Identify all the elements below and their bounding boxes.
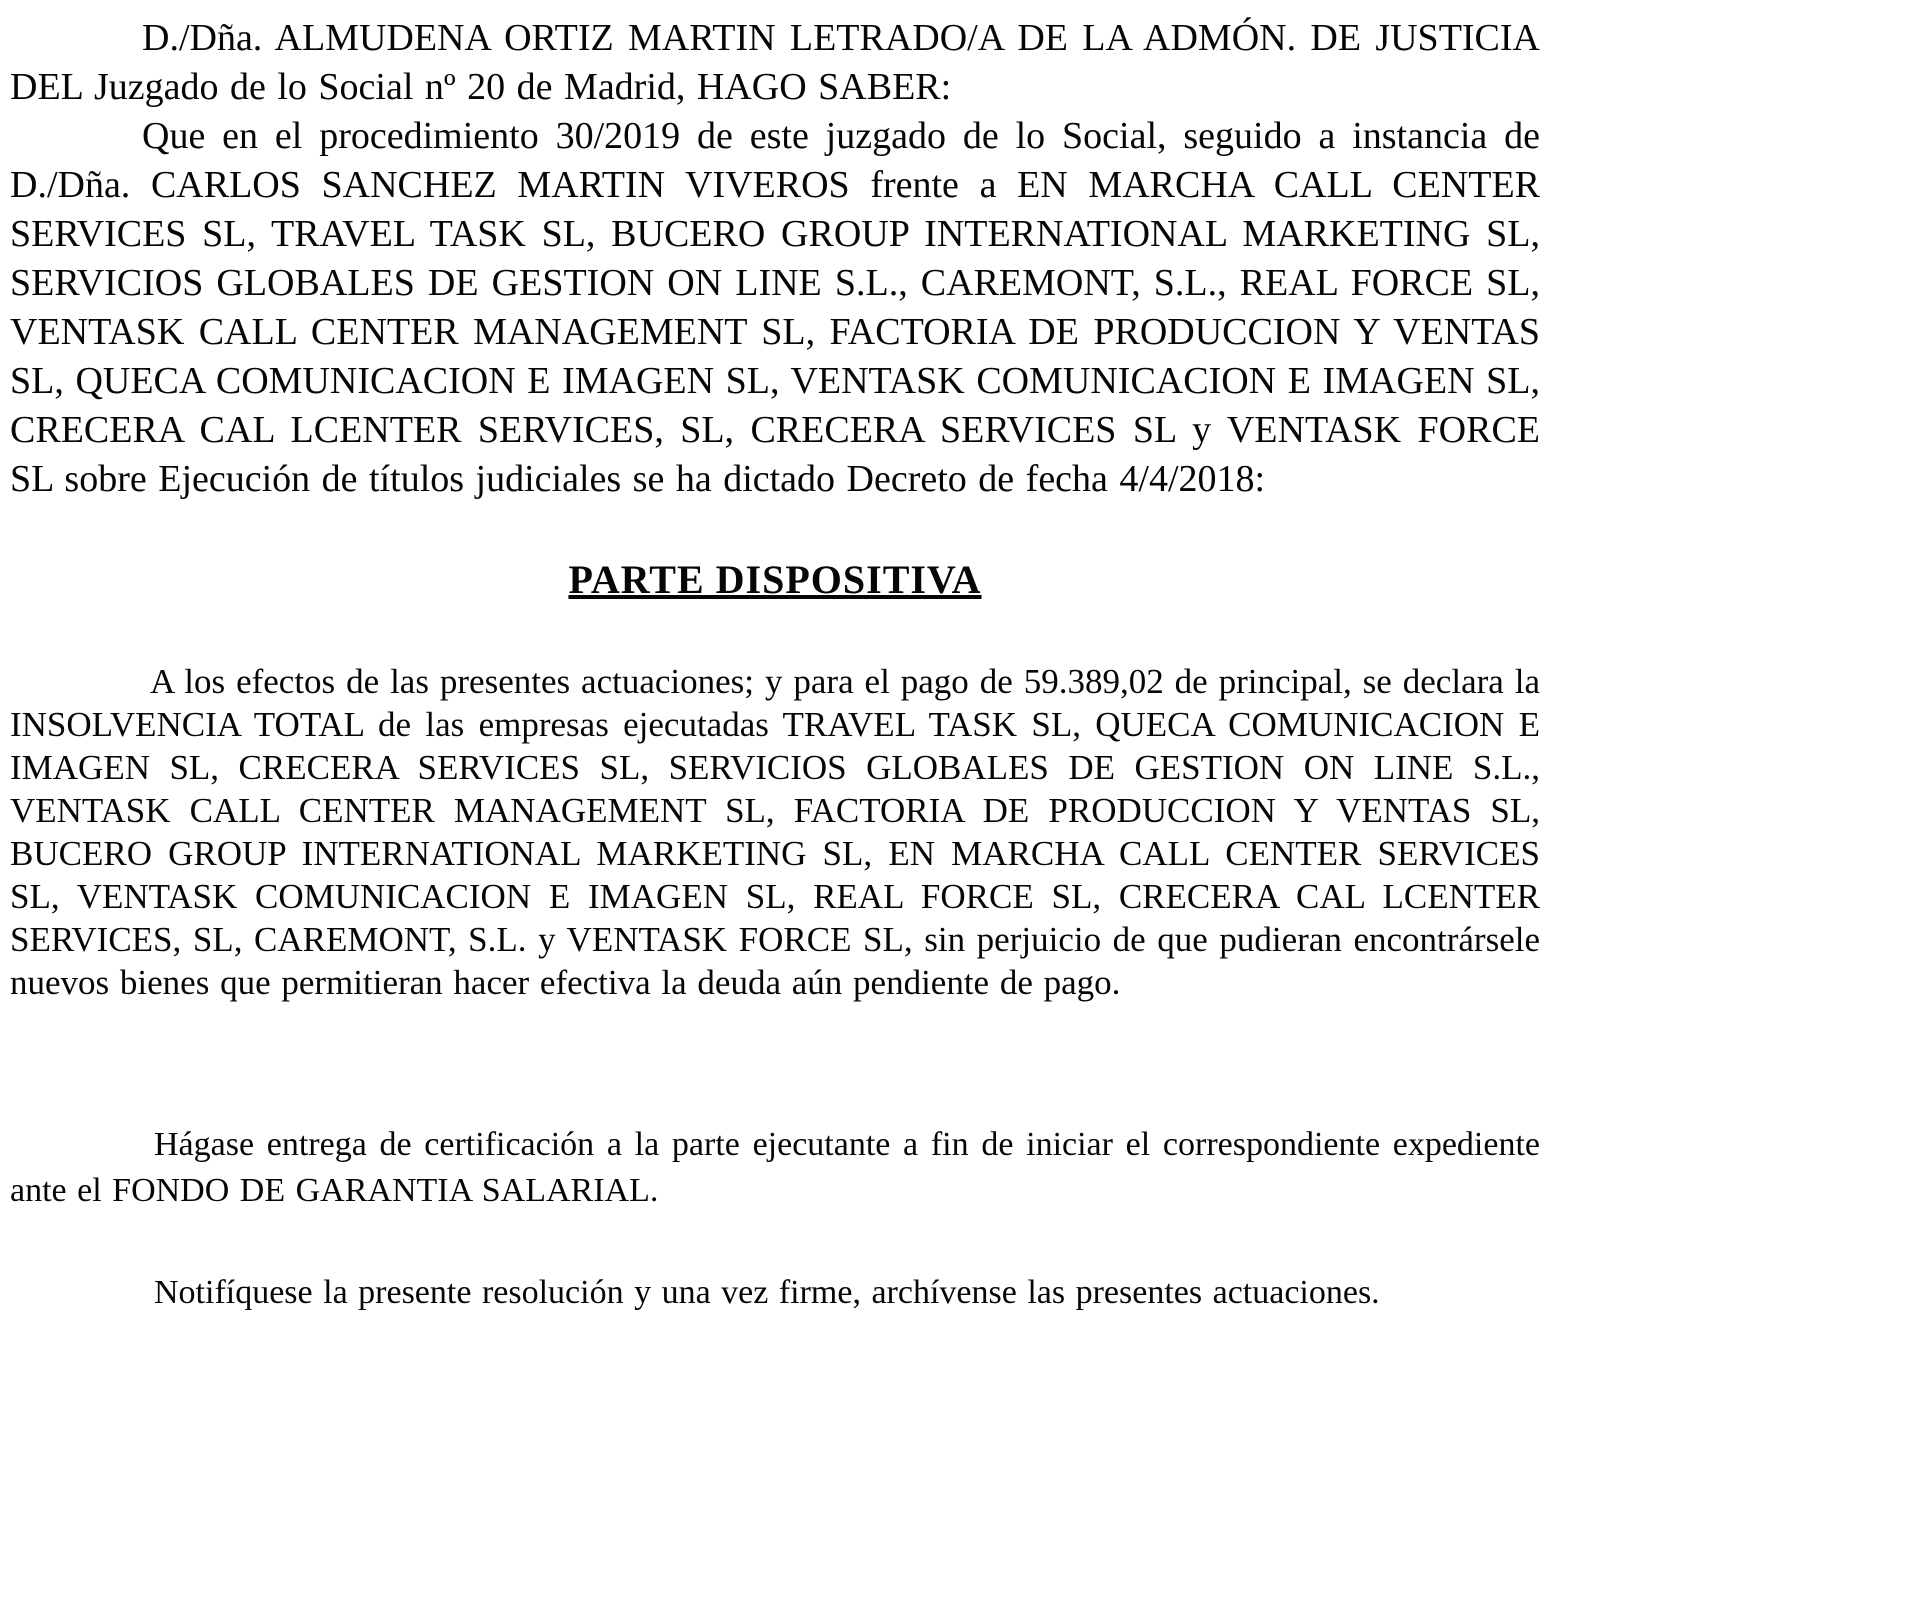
insolvency-paragraph: A los efectos de las presentes actuaciones; y para el pago de 59.389,02 de principal, se declara la INSOLVENCIA TOTAL de las empresas ejecutadas TRAVEL TASK SL, QUECA COMUNICACION E IMAGEN SL, CRECERA SERVICES SL, SERVICIOS GLOBALES DE GESTION ON LINE S.L., VENTASK CALL CENTER MANAGEMENT SL, FACTORIA DE PRODUCCION Y VENTAS SL, BUCERO GROUP INTERNATIONAL MARKETING SL, EN MARCHA CALL CENTER SERVICES SL, VENTASK COMUNICACION E IMAGEN SL, REAL FORCE SL, CRECERA CAL LCENTER SERVICES, SL, CAREMONT, S.L. y VENTASK FORCE SL, sin perjuicio de que pudieran encontrársele nuevos bienes que permitieran hacer efectiva la deuda aún pendiente de pago. — [10, 662, 1540, 1002]
procedure-paragraph: Que en el procedimiento 30/2019 de este juzgado de lo Social, seguido a instancia de D./Dña. CARLOS SANCHEZ MARTIN VIVEROS frente a EN MARCHA CALL CENTER SERVICES SL, TRAVEL TASK SL, BUCERO GROUP INTERNATIONAL MARKETING SL, SERVICIOS GLOBALES DE GESTION ON LINE S.L., CAREMONT, S.L., REAL FORCE SL, VENTASK CALL CENTER MANAGEMENT SL, FACTORIA DE PRODUCCION Y VENTAS SL, QUECA COMUNICACION E IMAGEN SL, VENTASK COMUNICACION E IMAGEN SL, CRECERA CAL LCENTER SERVICES, SL, CRECERA SERVICES SL y VENTASK FORCE SL sobre Ejecución de títulos judiciales se ha dictado Decreto de fecha 4/4/2018: — [10, 115, 1540, 500]
section-heading — [10, 556, 1540, 604]
fogasa-paragraph: Hágase entrega de certificación a la parte ejecutante a fin de iniciar el correspondiente expediente ante el FONDO DE GARANTIA SALARIAL. — [10, 1126, 1540, 1209]
opening-paragraph: D./Dña. ALMUDENA ORTIZ MARTIN LETRADO/A DE LA ADMÓN. DE JUSTICIA DEL Juzgado de lo Social nº 20 de Madrid, HAGO SABER: — [10, 17, 1540, 108]
notification-paragraph: Notifíquese la presente resolución y una vez firme, archívense las presentes actuaciones. — [154, 1274, 1380, 1311]
section-heading-text: PARTE DISPOSITIVA — [568, 557, 982, 602]
